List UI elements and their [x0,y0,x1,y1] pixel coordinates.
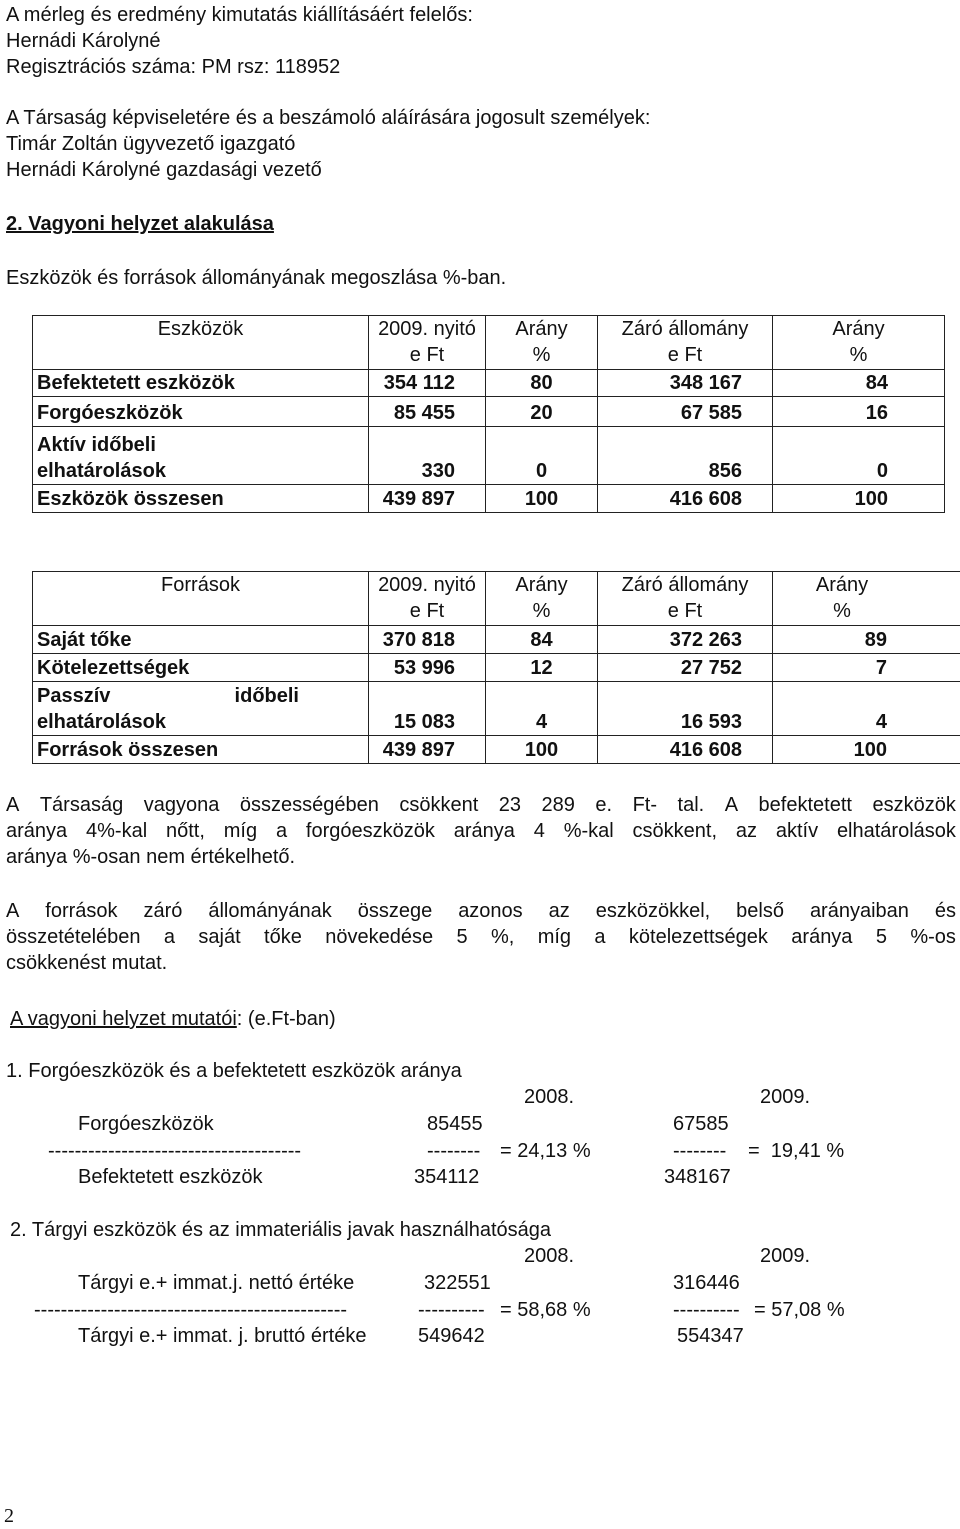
close-value: 67 585 [598,397,773,427]
paragraph-word: 4%-kal [86,820,148,842]
paragraph-word: 5 [875,926,887,948]
ratio-1-result-2008: = 24,13 % [500,1140,591,1162]
close-value: 372 263 [598,626,773,654]
paragraph-word: %, [490,926,515,948]
close-percent: 100 [773,736,960,764]
paragraph-word: A [6,900,20,922]
header-cell: 2009. nyitó e Ft [369,572,486,626]
paragraph-word: csökkent, [632,820,718,842]
ratio-1-den-2009: 348167 [664,1166,731,1188]
paragraph-word: tőke [264,926,302,948]
paragraph-word: vagyona [143,794,220,816]
ratio-2-den-2008: 549642 [418,1325,485,1347]
open-percent: 84 [486,626,598,654]
close-percent: 89 [773,626,960,654]
table-row [33,485,945,513]
close-value: 348 167 [598,370,773,397]
paragraph-word: csökkent [399,794,479,816]
paragraph-word: a [594,926,606,948]
ratio-1-denominator-label: Befektetett eszközök [78,1166,263,1188]
paragraph-word: Ft- [632,794,658,816]
open-percent: 100 [486,736,598,764]
responsible-label: A mérleg és eredmény kimutatás kiállításáért felelős: [6,4,473,26]
paragraph-word: aktív [775,820,819,842]
header-cell: Záró állomány e Ft [598,572,773,626]
paragraph-word: azonos [458,900,523,922]
ratio-2-fraction-line: ----------------------------------------------- [34,1299,348,1321]
representative-1: Timár Zoltán ügyvezető igazgató [6,133,296,155]
paragraph-word: eszközök [872,794,956,816]
paragraph-word: e. [595,794,613,816]
paragraph-word: összetételében [6,926,141,948]
open-value: 354 112 [369,370,486,397]
paragraph-line: csökkenést mutat. [6,952,168,974]
paragraph-word: arányaiban [809,900,909,922]
ratio-1-fraction-line: -------------------------------------- [48,1140,302,1162]
row-label: Aktív időbeli elhatárolások [33,427,369,485]
paragraph-word: tal. [677,794,705,816]
table-row [33,626,960,654]
open-percent: 20 [486,397,598,427]
paragraph-word: elhatárolások [836,820,956,842]
open-percent: 12 [486,654,598,682]
paragraph-word: 23 [498,794,522,816]
paragraph-word: nőtt, [165,820,205,842]
ratio-2-num-2008: 322551 [424,1272,491,1294]
open-value: 370 818 [369,626,486,654]
paragraph-word: 289 [541,794,575,816]
close-percent: 100 [773,485,945,513]
table-row [33,654,960,682]
paragraph-word: A [724,794,739,816]
paragraph-line [6,818,956,844]
ratio-1-numerator-label: Forgóeszközök [78,1113,214,1135]
ratio-1-year-2: 2009. [760,1086,811,1108]
paragraph-line [6,898,956,924]
row-label: Befektetett eszközök [33,370,369,397]
paragraph-word: 4 [533,820,545,842]
ratio-1-result-2009: = 19,41 % [748,1140,845,1162]
header-cell: Arány % [773,572,960,626]
ratio-2-den-2009: 554347 [677,1325,744,1347]
ratio-1-dash-2008: -------- [427,1140,481,1162]
paragraph-word: aránya [791,926,853,948]
ratio-1-title: 1. Forgóeszközök és a befektetett eszközök aránya [6,1060,462,1082]
paragraph-word: összességében [239,794,379,816]
header-cell: Eszközök [33,316,369,370]
open-percent: 80 [486,370,598,397]
open-percent: 100 [486,485,598,513]
ratio-2-dash-2008: ---------- [418,1299,485,1321]
section-title: 2. Vagyoni helyzet alakulása [6,213,274,235]
close-value: 856 [598,427,773,485]
paragraph-word: állományának [208,900,332,922]
ratio-2-year-1: 2008. [524,1245,575,1267]
row-label: Eszközök összesen [33,485,369,513]
ratio-2-numerator-label: Tárgyi e.+ immat.j. nettó értéke [78,1272,355,1294]
close-percent: 4 [773,682,960,736]
paragraph-word: az [548,900,570,922]
ratio-2-result-2009: = 57,08 % [754,1299,845,1321]
paragraph-word: Társaság [39,794,124,816]
ratio-2-dash-2009: ---------- [673,1299,740,1321]
registration-number: Regisztrációs száma: PM rsz: 118952 [6,56,341,78]
paragraph-word: 5 [456,926,468,948]
header-cell: 2009. nyitó e Ft [369,316,486,370]
ratio-1-dash-2009: -------- [673,1140,727,1162]
paragraph-word: aránya [6,820,68,842]
table-row [33,736,960,764]
paragraph-word: az [735,820,757,842]
paragraph-word: aránya [453,820,515,842]
paragraph-word: a [275,820,288,842]
open-percent: 4 [486,682,598,736]
paragraph-word: kötelezettségek [628,926,768,948]
header-cell: Források [33,572,369,626]
paragraph-word: saját [198,926,241,948]
close-percent: 0 [773,427,945,485]
header-cell: Arány % [773,316,945,370]
ratio-2-num-2009: 316446 [673,1272,740,1294]
paragraph-word: összege [357,900,433,922]
open-value: 439 897 [369,485,486,513]
close-value: 27 752 [598,654,773,682]
indicators-title: A vagyoni helyzet mutatói: (e.Ft-ban) [10,1008,336,1030]
close-percent: 84 [773,370,945,397]
ratio-1-num-2009: 67585 [673,1113,729,1135]
ratio-2-denominator-label: Tárgyi e.+ immat. j. bruttó értéke [78,1325,367,1347]
liabilities-table [32,571,960,764]
header-cell: Arány % [486,316,598,370]
row-label: Források összesen [33,736,369,764]
close-value: 16 593 [598,682,773,736]
paragraph-word: forgóeszközök [305,820,435,842]
ratio-1-num-2008: 85455 [427,1113,483,1135]
ratio-2-title: 2. Tárgyi eszközök és az immateriális javak használhatósága [10,1219,551,1241]
representative-2: Hernádi Károlyné gazdasági vezető [6,159,322,181]
paragraph-word: növekedése [325,926,434,948]
close-percent: 7 [773,654,960,682]
open-value: 53 996 [369,654,486,682]
table-row [33,682,960,736]
page-number: 2 [4,1505,14,1527]
open-value: 330 [369,427,486,485]
header-cell: Záró állomány e Ft [598,316,773,370]
paragraph-word: míg [537,926,572,948]
table-header-row [33,572,960,626]
paragraph-line [6,792,956,818]
paragraph-line: aránya %-osan nem értékelhető. [6,846,296,868]
paragraph-word: %-os [910,926,956,948]
table-row [33,397,945,427]
close-value: 416 608 [598,485,773,513]
ratio-2-year-2: 2009. [760,1245,811,1267]
header-cell: Arány % [486,572,598,626]
table-row [33,370,945,397]
paragraph-word: A [6,794,20,816]
open-value: 85 455 [369,397,486,427]
ratio-1-year-1: 2008. [524,1086,575,1108]
section-subtitle: Eszközök és források állományának megoszlása %-ban. [6,267,507,289]
row-label: Saját tőke [33,626,369,654]
paragraph-word: befektetett [758,794,852,816]
paragraph-word: és [934,900,956,922]
table-row [33,427,945,485]
ratio-1-den-2008: 354112 [414,1166,480,1188]
close-value: 416 608 [598,736,773,764]
paragraph-word: belső [736,900,784,922]
responsible-name: Hernádi Károlyné [6,30,161,52]
open-value: 15 083 [369,682,486,736]
paragraph-word: záró [143,900,183,922]
paragraph-word: míg [223,820,258,842]
paragraph-word: eszközökkel, [595,900,711,922]
open-value: 439 897 [369,736,486,764]
assets-table [32,315,945,513]
open-percent: 0 [486,427,598,485]
table-header-row [33,316,945,370]
paragraph-word: a [163,926,176,948]
paragraph-line [6,924,956,950]
paragraph-1 [6,792,956,870]
paragraph-2 [6,898,956,976]
close-percent: 16 [773,397,945,427]
row-label: Passzív időbeli elhatárolások [33,682,369,736]
row-label: Forgóeszközök [33,397,369,427]
paragraph-word: források [45,900,118,922]
paragraph-word: %-kal [563,820,614,842]
ratio-2-result-2008: = 58,68 % [500,1299,591,1321]
row-label: Kötelezettségek [33,654,369,682]
representatives-label: A Társaság képviseletére és a beszámoló aláírására jogosult személyek: [6,107,651,129]
